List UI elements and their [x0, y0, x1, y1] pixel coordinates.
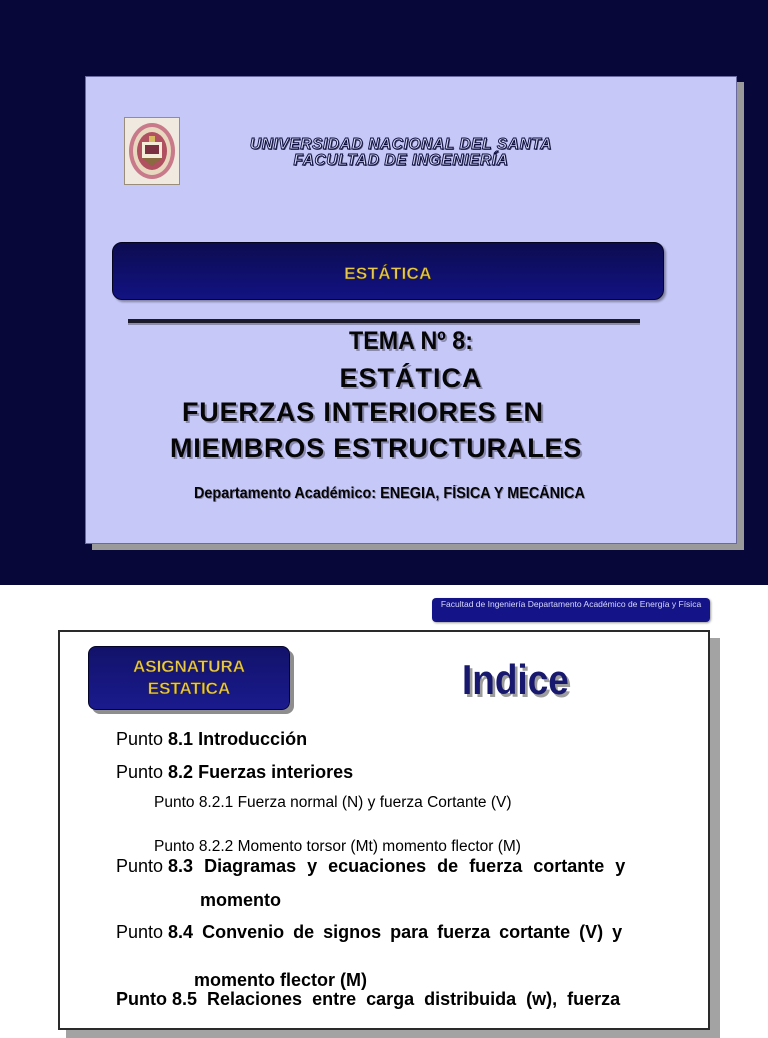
tema-number: TEMA Nº 8:	[349, 327, 473, 355]
index-subitem	[154, 838, 521, 856]
item-text: momento flector (M)	[194, 970, 367, 990]
item-prefix: Punto	[116, 922, 169, 942]
item-text: 8.2.2 Momento torsor (Mt) momento flector (M)	[198, 838, 521, 855]
item-text: 8.5 Relaciones entre carga distribuida (w), fuerza	[172, 989, 621, 1009]
item-prefix: Punto	[154, 838, 199, 855]
course-banner-label: ESTÁTICA	[344, 264, 432, 283]
item-text: momento	[200, 890, 281, 910]
faculty-line: FACULTAD DE INGENIERÍA	[293, 152, 509, 169]
asignatura-box	[88, 646, 290, 710]
index-item-continuation	[200, 890, 281, 911]
faculty-header-badge	[432, 598, 710, 622]
title-card	[85, 76, 737, 544]
title-line-3: MIEMBROS ESTRUCTURALES	[170, 433, 583, 463]
item-text: 8.2 Fuerzas interiores	[168, 762, 354, 782]
index-item	[116, 856, 630, 877]
item-text: 8.1 Introducción	[168, 729, 308, 749]
index-subitem	[154, 794, 512, 812]
index-item	[116, 762, 353, 783]
university-name	[176, 137, 626, 169]
item-prefix: Punto	[116, 989, 172, 1009]
index-item-continuation	[194, 970, 367, 991]
title-line-2: FUERZAS INTERIORES EN	[182, 397, 544, 427]
university-line-1: UNIVERSIDAD NACIONAL DEL SANTA	[249, 136, 553, 153]
item-text: 8.3 Diagramas y ecuaciones de fuerza cortante y	[168, 856, 626, 876]
index-card	[58, 630, 710, 1030]
asignatura-label: ASIGNATURA	[132, 657, 246, 676]
item-prefix: Punto	[116, 729, 169, 749]
faculty-header-text: Facultad de Ingeniería Departamento Académico de Energía y Física	[440, 599, 702, 609]
item-text: 8.4 Convenio de signos para fuerza cortante (V) y	[168, 922, 623, 942]
index-item	[116, 729, 307, 750]
index-item	[116, 989, 630, 1010]
university-seal-logo	[124, 117, 180, 185]
item-prefix: Punto	[116, 856, 169, 876]
index-title: Indice	[462, 656, 569, 703]
item-prefix: Punto	[154, 794, 199, 811]
item-prefix: Punto	[116, 762, 169, 782]
asignatura-course: ESTATICA	[147, 679, 231, 698]
department-line: Departamento Académico: ENEGIA, FÍSICA Y MECÁNICA	[194, 485, 585, 502]
title-line-1: ESTÁTICA	[339, 363, 483, 393]
item-text: 8.2.1 Fuerza normal (N) y fuerza Cortante (V)	[198, 794, 512, 811]
course-banner	[112, 242, 664, 300]
index-item	[116, 922, 630, 943]
title-divider	[128, 319, 640, 325]
